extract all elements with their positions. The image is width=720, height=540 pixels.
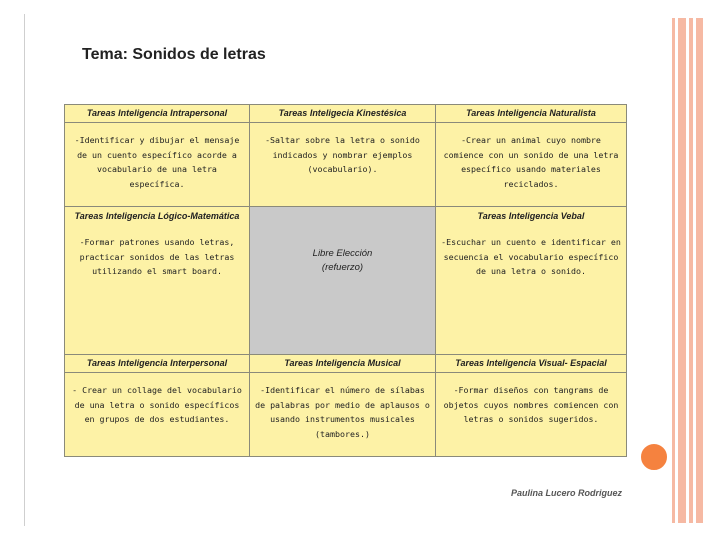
cell-header: Tareas Inteligencia Interpersonal: [65, 355, 249, 373]
decorative-stripes: [672, 18, 704, 523]
intelligences-grid: [64, 104, 627, 457]
cell-kinestesica: [250, 105, 436, 207]
cell-musical: [250, 355, 436, 457]
cell-header: Tareas Inteligencia Intrapersonal: [65, 105, 249, 123]
cell-text: - Crear un collage del vocabulario de una letra o sonido específicos en grupos de dos estudiantes.: [72, 385, 242, 424]
left-border-line: [24, 14, 25, 526]
center-line-1: Libre Elección: [312, 248, 373, 259]
decorative-circle: [638, 441, 670, 473]
cell-header: Tareas Inteligencia Visual- Espacial: [436, 355, 626, 373]
cell-verbal: [436, 207, 627, 355]
cell-text: -Formar diseños con tangrams de objetos cuyos nombres comiencen con letras o sonidos sugeridos.: [443, 385, 619, 424]
cell-text: -Saltar sobre la letra o sonido indicados y nombrar ejemplos (vocabulario).: [265, 135, 420, 174]
cell-naturalista: [436, 105, 627, 207]
cell-visual-espacial: [436, 355, 627, 457]
author-name: Paulina Lucero Rodriguez: [510, 488, 622, 498]
slide-title: Tema: Sonidos de letras: [82, 46, 266, 63]
cell-logico-matematica: [65, 207, 250, 355]
cell-text: -Crear un animal cuyo nombre comience con un sonido de una letra específico usando materiales reciclados.: [443, 135, 619, 189]
cell-text: -Escuchar un cuento e identificar en secuencia el vocabulario específico de una letra o sonido.: [441, 237, 621, 276]
center-line-2: (refuerzo): [321, 262, 364, 273]
cell-header: Tareas Inteligencia Vebal: [477, 211, 585, 221]
cell-header: Tareas Inteligencia Naturalista: [436, 105, 626, 123]
cell-header: Tareas Inteligencia Lógico-Matemática: [74, 211, 240, 221]
cell-header: Tareas Inteligencia Musical: [250, 355, 435, 373]
cell-text: -Identificar y dibujar el mensaje de un cuento específico acorde a vocabulario de una letra específica.: [74, 135, 240, 189]
cell-libre-eleccion: [250, 207, 436, 355]
cell-interpersonal: [65, 355, 250, 457]
cell-text: -Formar patrones usando letras, practicar sonidos de las letras utilizando el smart board.: [79, 237, 235, 276]
cell-header: Tareas Inteligecia Kinestésica: [250, 105, 435, 123]
cell-text: -Identificar el número de sílabas de palabras por medio de aplausos o usando instrumentos musicales (tambores.): [255, 385, 430, 439]
cell-intrapersonal: [65, 105, 250, 207]
